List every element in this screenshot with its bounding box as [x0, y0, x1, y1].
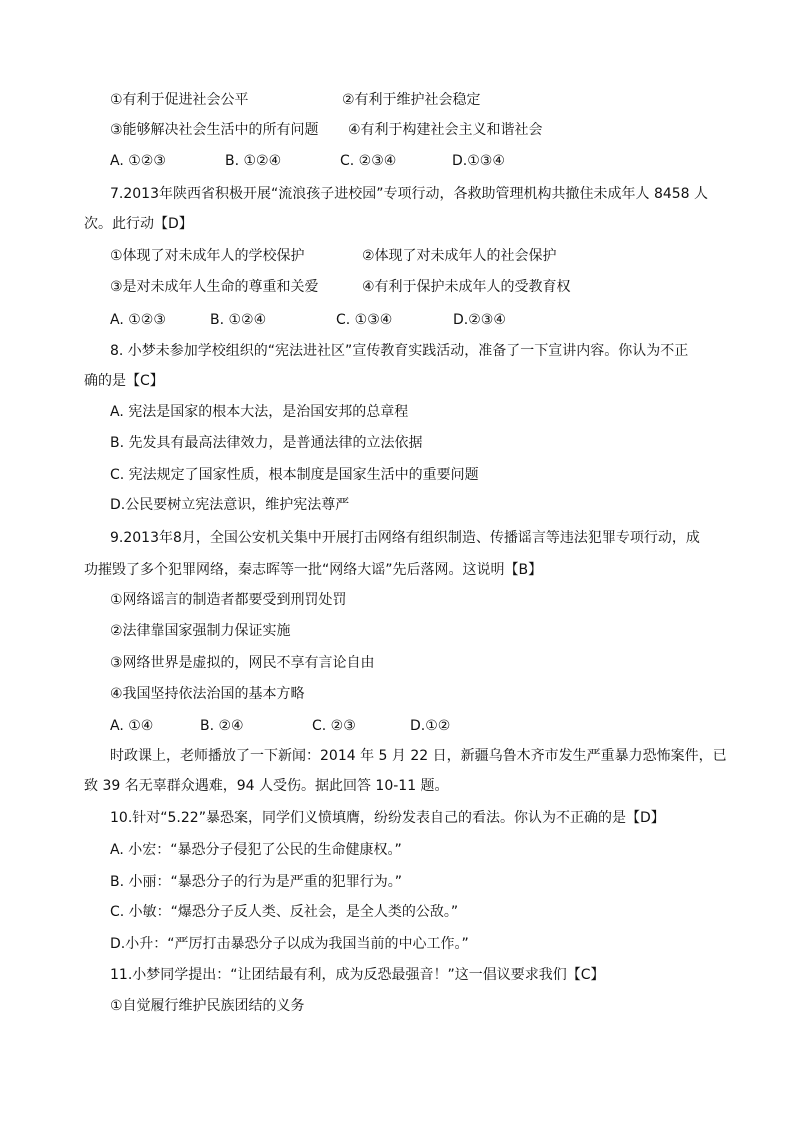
q6-option-b: B. ①②④	[225, 153, 282, 169]
q10-stem: 10.针对“5.22”暴恐案，同学们义愤填膺，纷纷发表自己的看法。你认为不正确的是【D】	[110, 810, 665, 826]
q6-statement-2: ②有利于维护社会稳定	[342, 92, 481, 108]
q7-stem-line-2: 次。此行动【D】	[84, 216, 193, 232]
q10-option-a: A. 小宏：“暴恐分子侵犯了公民的生命健康权。”	[110, 842, 402, 858]
q9-option-c: C. ②③	[312, 718, 356, 734]
q9-statement-2: ②法律靠国家强制力保证实施	[110, 623, 291, 639]
q11-statement-1: ①自觉履行维护民族团结的义务	[110, 998, 305, 1014]
q10-option-c: C. 小敏：“爆恐分子反人类、反社会，是全人类的公敌。”	[110, 904, 459, 920]
q8-option-a: A. 宪法是国家的根本大法，是治国安邦的总章程	[110, 404, 409, 420]
q7-statement-4: ④有利于保护未成年人的受教育权	[362, 279, 571, 295]
q8-option-d: D.公民要树立宪法意识，维护宪法尊严	[110, 497, 350, 513]
q6-option-a: A. ①②③	[110, 153, 166, 169]
q8-option-b: B. 先发具有最高法律效力，是普通法律的立法依据	[110, 435, 423, 451]
q7-option-d: D.②③④	[453, 312, 506, 328]
q7-stem-line-1: 7.2013年陕西省积极开展“流浪孩子进校园”专项行动，各救助管理机构共撤住未成年人 8458 人	[110, 186, 709, 202]
q11-stem: 11.小梦同学提出：“让团结最有利，成为反恐最强音！”这一倡议要求我们【C】	[110, 967, 605, 983]
q9-options	[110, 716, 450, 736]
q6-option-d: D.①③④	[452, 153, 505, 169]
q7-statement-3: ③是对未成年人生命的尊重和关爱	[110, 279, 319, 295]
q9-statement-3: ③网络世界是虚拟的，网民不享有言论自由	[110, 655, 375, 671]
q7-option-a: A. ①②③	[110, 312, 166, 328]
q7-option-b: B. ①②④	[210, 312, 267, 328]
q6-statement-3: ③能够解决社会生活中的所有问题	[110, 122, 319, 138]
q6-statement-1: ①有利于促进社会公平	[110, 92, 249, 108]
intro-line-1: 时政课上，老师播放了一下新闻：2014 年 5 月 22 日，新疆乌鲁木齐市发生严重暴力恐怖案件，已	[110, 748, 727, 764]
q7-statement-2: ②体现了对未成年人的社会保护	[362, 248, 557, 264]
q10-option-d: D.小升：“严厉打击暴恐分子以成为我国当前的中心工作。”	[110, 936, 469, 952]
q9-stem-line-2: 功摧毁了多个犯罪网络，秦志晖等一批“网络大谣”先后落网。这说明【B】	[84, 562, 543, 578]
intro-line-2: 致 39 名无辜群众遇难，94 人受伤。据此回答 10-11 题。	[84, 778, 449, 794]
q9-statement-1: ①网络谣言的制造者都要受到刑罚处罚	[110, 592, 347, 608]
q6-option-c: C. ②③④	[340, 153, 397, 169]
q8-stem-line-1: 8. 小梦未参加学校组织的“宪法进社区”宣传教育实践活动，准备了一下宣讲内容。你认为不正	[110, 343, 689, 359]
q6-statement-4: ④有利于构建社会主义和谐社会	[348, 122, 543, 138]
q9-option-d: D.①②	[410, 718, 451, 734]
q8-option-c: C. 宪法规定了国家性质，根本制度是国家生活中的重要问题	[110, 467, 479, 483]
q7-option-c: C. ①③④	[336, 312, 393, 328]
q7-options	[110, 310, 506, 330]
q6-options	[110, 151, 505, 171]
q9-statement-4: ④我国坚持依法治国的基本方略	[110, 686, 305, 702]
q9-stem-line-1: 9.2013年8月，全国公安机关集中开展打击网络有组织制造、传播谣言等违法犯罪专项行动，成	[110, 530, 700, 546]
q10-option-b: B. 小丽：“暴恐分子的行为是严重的犯罪行为。”	[110, 874, 403, 890]
q9-option-a: A. ①④	[110, 718, 154, 734]
q7-statement-1: ①体现了对未成年人的学校保护	[110, 248, 305, 264]
q8-stem-line-2: 确的是【C】	[84, 373, 164, 389]
q9-option-b: B. ②④	[200, 718, 244, 734]
